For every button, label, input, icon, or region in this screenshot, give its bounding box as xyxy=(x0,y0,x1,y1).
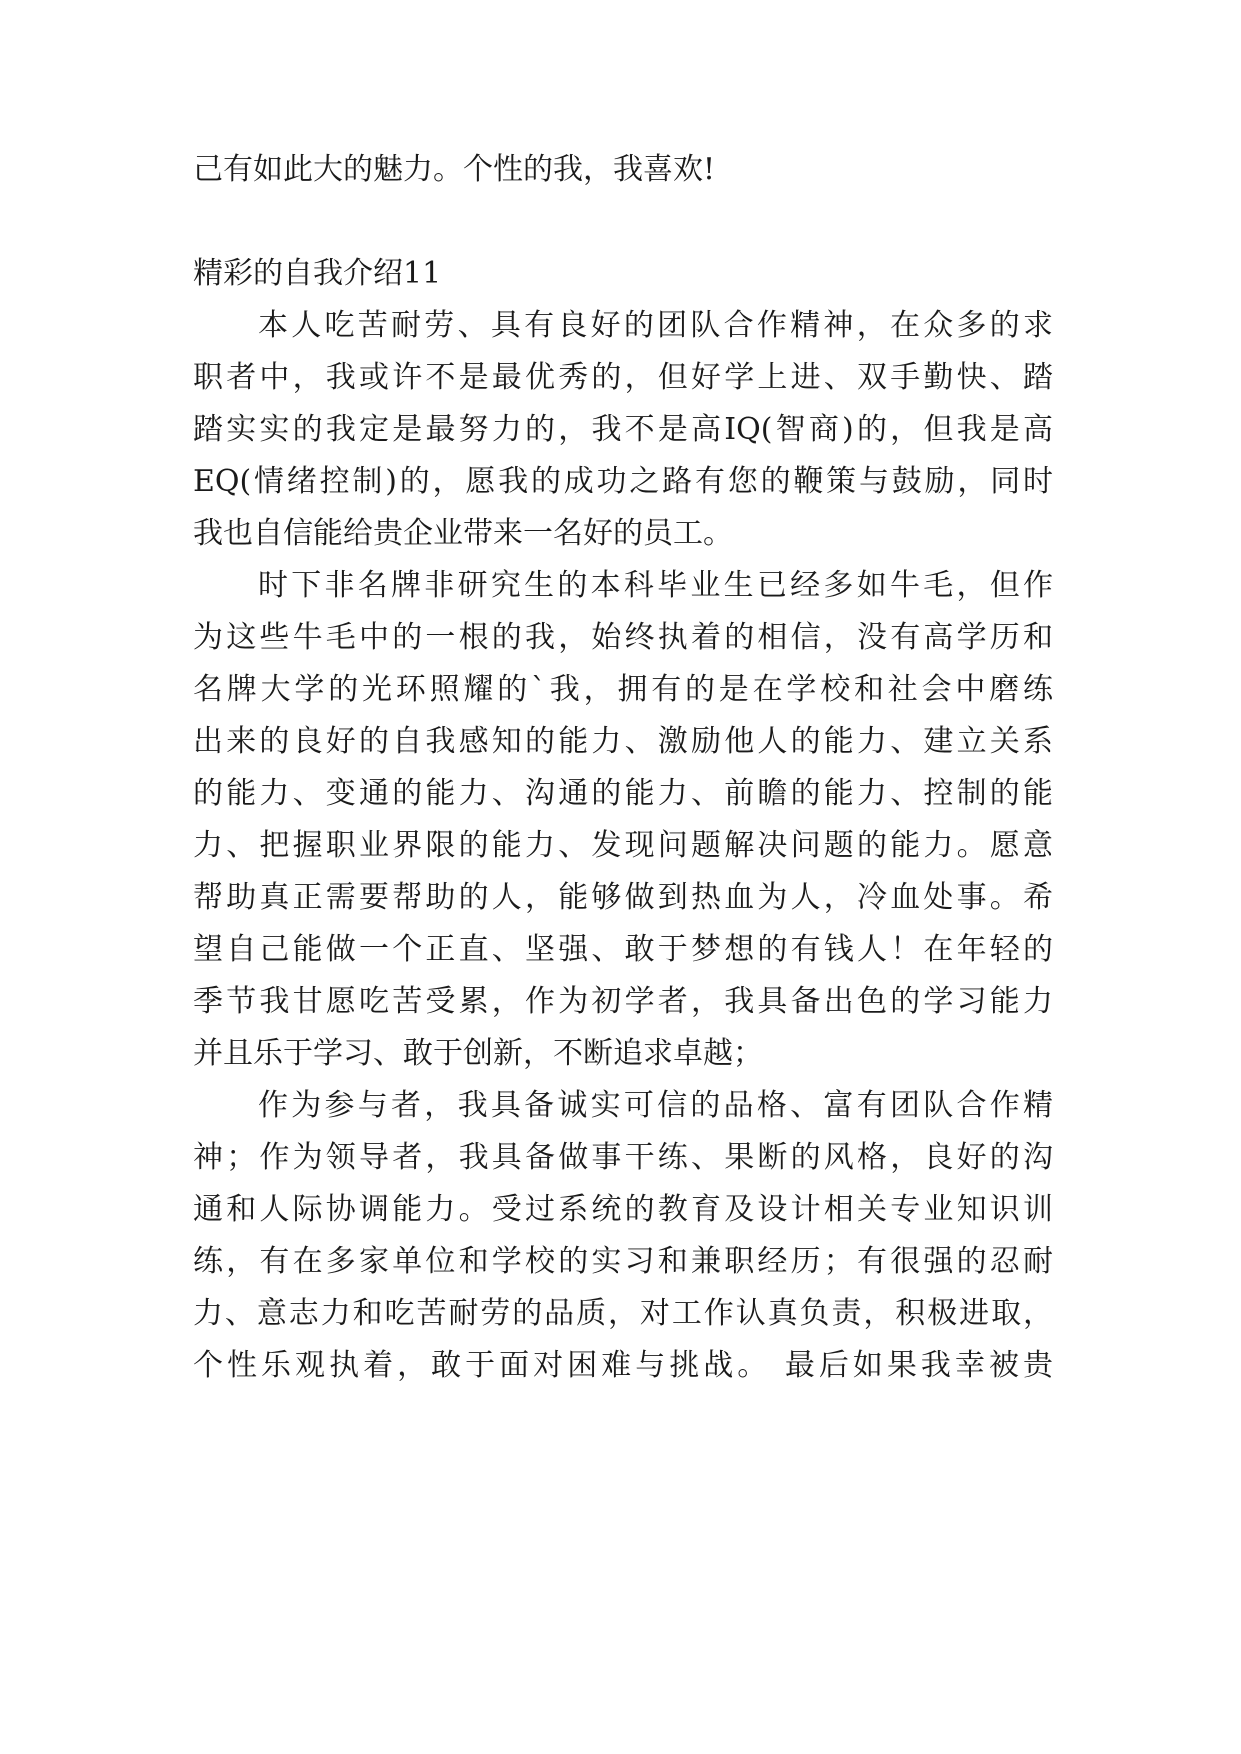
paragraph1-line: 踏实实的我定是最努力的，我不是高IQ(智商)的，但我是高 xyxy=(193,412,1053,447)
paragraph2-line: 为这些牛毛中的一根的我，始终执着的相信，没有高学历和 xyxy=(193,620,1053,655)
paragraph3-line: 神；作为领导者，我具备做事干练、果断的风格，良好的沟 xyxy=(193,1140,1053,1175)
paragraph3-line: 通和人际协调能力。受过系统的教育及设计相关专业知识训 xyxy=(193,1192,1053,1227)
paragraph1-line: 我也自信能给贵企业带来一名好的员工。 xyxy=(193,516,733,551)
paragraph2-line: 帮助真正需要帮助的人，能够做到热血为人，冷血处事。希 xyxy=(193,880,1053,915)
carryover-line: 己有如此大的魅力。个性的我，我喜欢! xyxy=(193,152,716,187)
paragraph3-line: 力、意志力和吃苦耐劳的品质，对工作认真负责，积极进取， xyxy=(193,1296,1053,1331)
paragraph2-line: 季节我甘愿吃苦受累，作为初学者，我具备出色的学习能力 xyxy=(193,984,1053,1019)
paragraph3-line: 作为参与者，我具备诚实可信的品格、富有团队合作精 xyxy=(258,1088,1053,1123)
paragraph2-line: 望自己能做一个正直、坚强、敢于梦想的有钱人！在年轻的 xyxy=(193,932,1053,967)
paragraph1-line: 职者中，我或许不是最优秀的，但好学上进、双手勤快、踏 xyxy=(193,360,1053,395)
paragraph2-line: 力、把握职业界限的能力、发现问题解决问题的能力。愿意 xyxy=(193,828,1053,863)
section-title: 精彩的自我介绍11 xyxy=(193,256,442,291)
paragraph2-line: 时下非名牌非研究生的本科毕业生已经多如牛毛，但作 xyxy=(258,568,1053,603)
paragraph3-line: 个性乐观执着，敢于面对困难与挑战。 最后如果我幸被贵 xyxy=(193,1348,1053,1383)
paragraph2-line: 出来的良好的自我感知的能力、激励他人的能力、建立关系 xyxy=(193,724,1053,759)
paragraph1-line: 本人吃苦耐劳、具有良好的团队合作精神，在众多的求 xyxy=(258,308,1053,343)
paragraph3-line: 练，有在多家单位和学校的实习和兼职经历；有很强的忍耐 xyxy=(193,1244,1053,1279)
paragraph1-line: EQ(情绪控制)的，愿我的成功之路有您的鞭策与鼓励，同时 xyxy=(193,464,1053,499)
paragraph2-line: 并且乐于学习、敢于创新，不断追求卓越； xyxy=(193,1036,763,1071)
paragraph2-line: 的能力、变通的能力、沟通的能力、前瞻的能力、控制的能 xyxy=(193,776,1053,811)
paragraph2-line: 名牌大学的光环照耀的`我，拥有的是在学校和社会中磨练 xyxy=(193,672,1053,707)
